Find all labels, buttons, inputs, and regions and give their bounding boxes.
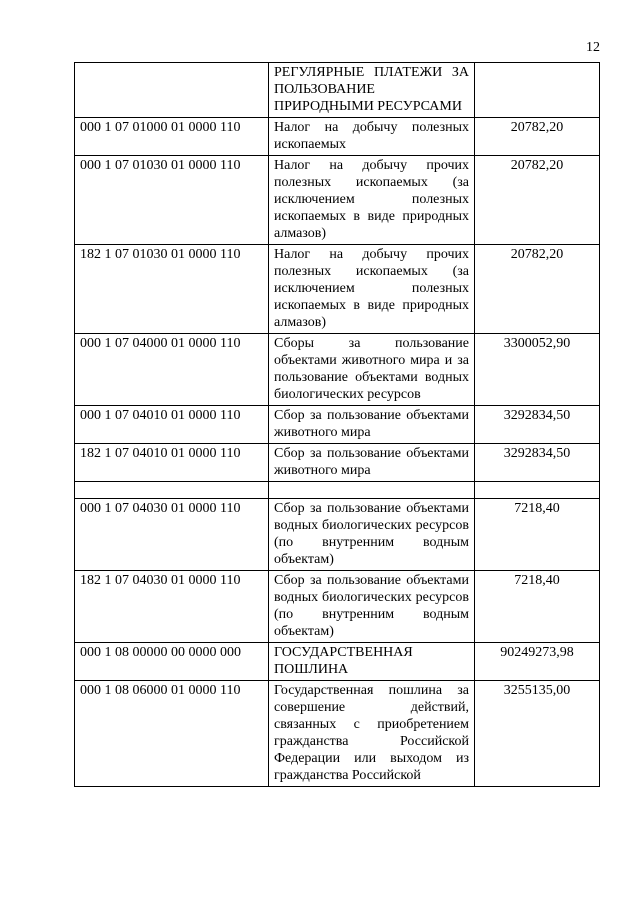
code-cell: 000 1 07 01000 01 0000 110 xyxy=(75,118,269,156)
name-cell: Сбор за пользование объектами водных биологических ресурсов (по внутренним водным объектам) xyxy=(269,499,475,571)
table-row xyxy=(75,681,600,787)
code-cell xyxy=(75,63,269,118)
name-cell: Государственная пошлина за совершение действий, связанных с приобретением гражданства Российской Федерации или выходом из гражданства Российской xyxy=(269,681,475,787)
code-cell: 000 1 08 06000 01 0000 110 xyxy=(75,681,269,787)
amount-cell: 3255135,00 xyxy=(475,681,600,787)
code-cell: 000 1 07 01030 01 0000 110 xyxy=(75,156,269,245)
amount-cell: 3300052,90 xyxy=(475,334,600,406)
amount-cell: 3292834,50 xyxy=(475,406,600,444)
budget-table xyxy=(74,62,600,787)
amount-cell: 90249273,98 xyxy=(475,643,600,681)
name-cell: ГОСУДАРСТВЕННАЯ ПОШЛИНА xyxy=(269,643,475,681)
page-break-gap xyxy=(75,482,600,499)
amount-cell: 7218,40 xyxy=(475,571,600,643)
gap-cell xyxy=(269,482,475,499)
code-cell: 000 1 07 04010 01 0000 110 xyxy=(75,406,269,444)
amount-cell: 20782,20 xyxy=(475,156,600,245)
table-row xyxy=(75,643,600,681)
table-row xyxy=(75,245,600,334)
name-cell: Налог на добычу прочих полезных ископаемых (за исключением полезных ископаемых в виде природных алмазов) xyxy=(269,245,475,334)
code-cell: 000 1 08 00000 00 0000 000 xyxy=(75,643,269,681)
name-cell: Сбор за пользование объектами животного мира xyxy=(269,444,475,482)
amount-cell: 7218,40 xyxy=(475,499,600,571)
table-row xyxy=(75,406,600,444)
name-cell: Сбор за пользование объектами водных биологических ресурсов (по внутренним водным объектам) xyxy=(269,571,475,643)
amount-cell: 20782,20 xyxy=(475,118,600,156)
table-row xyxy=(75,499,600,571)
code-cell: 182 1 07 04010 01 0000 110 xyxy=(75,444,269,482)
name-cell: Сборы за пользование объектами животного мира и за пользование объектами водных биологических ресурсов xyxy=(269,334,475,406)
table-row xyxy=(75,118,600,156)
table-row xyxy=(75,571,600,643)
amount-cell: 20782,20 xyxy=(475,245,600,334)
gap-cell xyxy=(475,482,600,499)
code-cell: 182 1 07 01030 01 0000 110 xyxy=(75,245,269,334)
amount-cell xyxy=(475,63,600,118)
amount-cell: 3292834,50 xyxy=(475,444,600,482)
page-number: 12 xyxy=(586,40,600,55)
code-cell: 000 1 07 04030 01 0000 110 xyxy=(75,499,269,571)
table-row xyxy=(75,444,600,482)
table-row xyxy=(75,156,600,245)
name-cell: РЕГУЛЯРНЫЕ ПЛАТЕЖИ ЗА ПОЛЬЗОВАНИЕ ПРИРОДНЫМИ РЕСУРСАМИ xyxy=(269,63,475,118)
name-cell: Налог на добычу полезных ископаемых xyxy=(269,118,475,156)
table-row xyxy=(75,334,600,406)
table-row xyxy=(75,63,600,118)
name-cell: Сбор за пользование объектами животного мира xyxy=(269,406,475,444)
gap-cell xyxy=(75,482,269,499)
code-cell: 182 1 07 04030 01 0000 110 xyxy=(75,571,269,643)
name-cell: Налог на добычу прочих полезных ископаемых (за исключением полезных ископаемых в виде природных алмазов) xyxy=(269,156,475,245)
code-cell: 000 1 07 04000 01 0000 110 xyxy=(75,334,269,406)
